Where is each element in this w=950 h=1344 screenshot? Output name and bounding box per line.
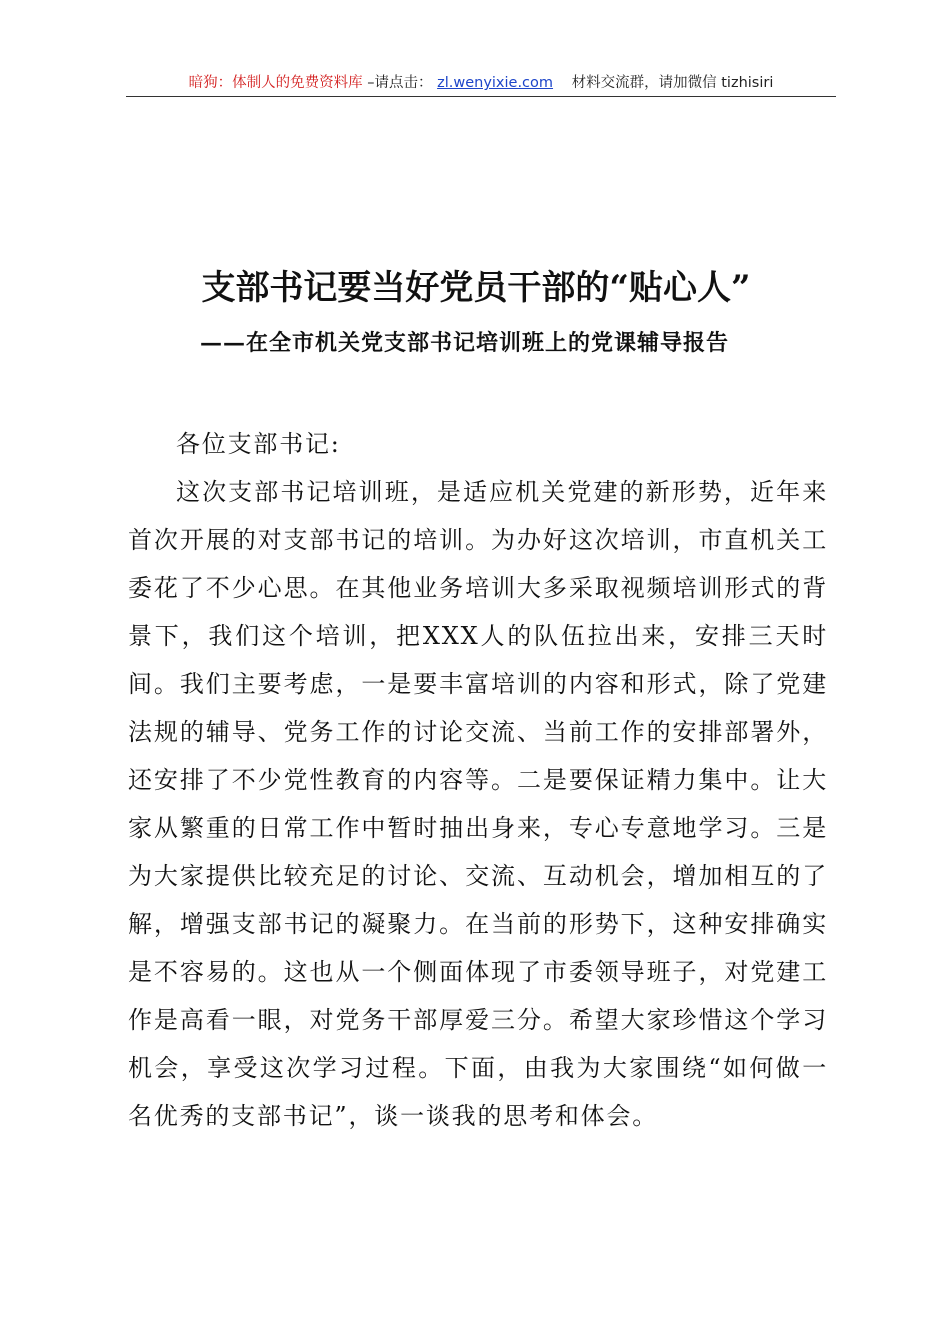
header-click-prompt: –请点击： — [367, 75, 433, 91]
header-wechat-note: 材料交流群，请加微信 tizhisiri — [571, 75, 774, 91]
document-subtitle: ——在全市机关党支部书记培训班上的党课辅导报告 — [200, 330, 730, 356]
document-body — [128, 420, 828, 1140]
watermark-header — [126, 72, 836, 94]
document-title: 支部书记要当好党员干部的“贴心人” — [201, 268, 751, 308]
header-link[interactable]: zl.wenyixie.com — [437, 75, 554, 91]
header-brand: 暗狗：体制人的免费资料库 — [188, 75, 363, 91]
body-paragraph: 这次支部书记培训班，是适应机关党建的新形势，近年来首次开展的对支部书记的培训。为办好这次培训，市直机关工委花了不少心思。在其他业务培训大多采取视频培训形式的背景下，我们这个培训，把XXX人的队伍拉出来，安排三天时间。我们主要考虑，一是要丰富培训的内容和形式，除了党建法规的辅导、党务工作的讨论交流、当前工作的安排部署外，还安排了不少党性教育的内容等。二是要保证精力集中。让大家从繁重的日常工作中暂时抽出身来，专心专意地学习。三是为大家提供比较充足的讨论、交流、互动机会，增加相互的了解，增强支部书记的凝聚力。在当前的形势下，这种安排确实是不容易的。这也从一个侧面体现了市委领导班子，对党建工作是高看一眼，对党务干部厚爱三分。希望大家珍惜这个学习机会，享受这次学习过程。下面，由我为大家围绕“如何做一名优秀的支部书记”，谈一谈我的思考和体会。 — [128, 478, 828, 1130]
header-divider — [126, 96, 836, 97]
greeting: 各位支部书记: — [176, 430, 341, 458]
